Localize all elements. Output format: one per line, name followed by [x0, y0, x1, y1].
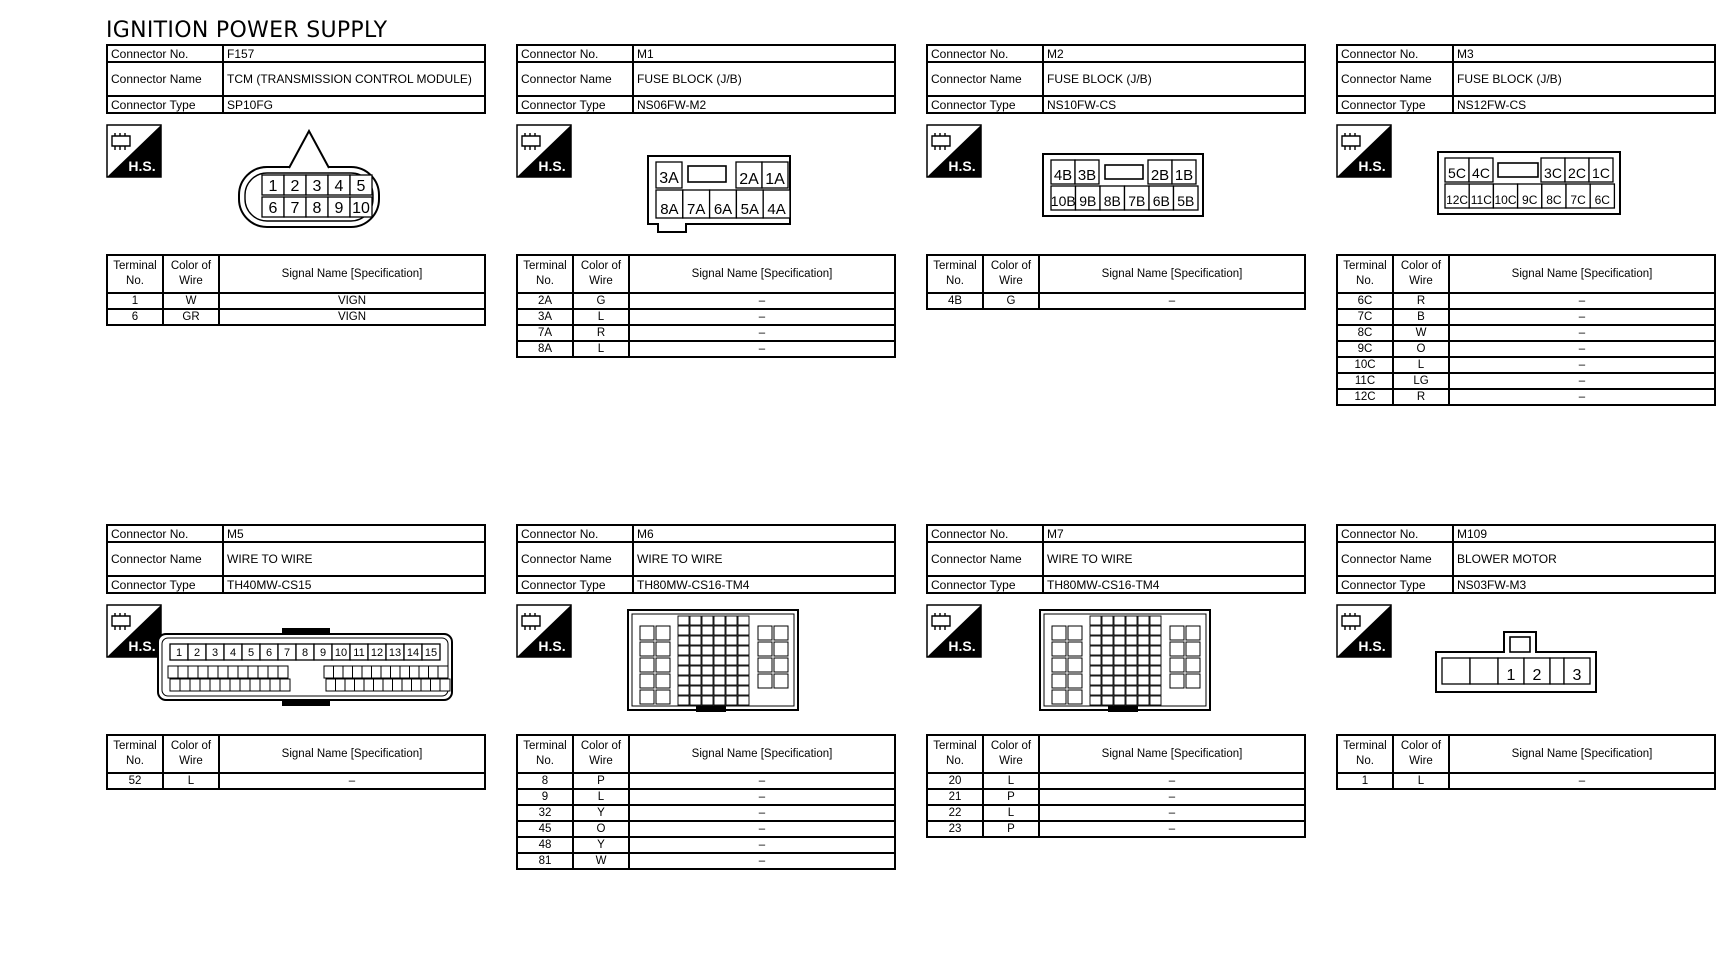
table-row	[1337, 389, 1715, 405]
connector-no-label: Connector No.	[1337, 525, 1453, 542]
table-row	[1337, 293, 1715, 309]
terminal-table	[516, 254, 896, 358]
connector-diagram-area	[106, 114, 486, 254]
connector-face-diagram	[1434, 628, 1604, 700]
table-row	[927, 773, 1305, 789]
terminal-no-header: Terminal No.	[927, 255, 983, 293]
hs-label: H.S.	[128, 158, 156, 174]
pin-label: 3A	[659, 170, 679, 187]
harness-side-icon	[1336, 604, 1392, 658]
signal-name-cell: –	[629, 837, 895, 853]
wire-color-cell: LG	[1393, 373, 1449, 389]
harness-side-icon	[106, 124, 162, 178]
hs-label: H.S.	[538, 158, 566, 174]
wire-color-cell: L	[983, 773, 1039, 789]
connector-name-label: Connector Name	[107, 542, 223, 576]
color-of-wire-header: Color of Wire	[573, 735, 629, 773]
wire-color-cell: P	[983, 821, 1039, 837]
table-row	[517, 293, 895, 309]
pin-label: 7A	[687, 201, 706, 218]
connector-name-label: Connector Name	[517, 542, 633, 576]
connector-info-table	[926, 524, 1306, 594]
pin-label: 4B	[1053, 167, 1073, 184]
table-row	[1337, 373, 1715, 389]
terminal-table	[926, 254, 1306, 310]
terminal-no-header: Terminal No.	[107, 255, 163, 293]
signal-name-cell: –	[1039, 773, 1305, 789]
signal-name-cell: –	[629, 773, 895, 789]
page-title: IGNITION POWER SUPPLY	[106, 18, 388, 43]
harness-side-icon	[1336, 124, 1392, 178]
connector-name-label: Connector Name	[107, 62, 223, 96]
connector-block	[516, 44, 896, 358]
terminal-table	[516, 734, 896, 870]
pin-label: 6	[268, 200, 278, 217]
pin-label: 12C	[1446, 193, 1469, 207]
wire-color-cell: G	[983, 293, 1039, 309]
connector-type-value: NS03FW-M3	[1453, 576, 1715, 593]
terminal-no-cell: 1	[107, 293, 163, 309]
pin-label: 6A	[713, 201, 733, 218]
table-row	[517, 837, 895, 853]
table-row	[517, 789, 895, 805]
terminal-no-cell: 10C	[1337, 357, 1393, 373]
harness-side-icon	[926, 604, 982, 658]
connector-name-label: Connector Name	[1337, 62, 1453, 96]
signal-name-cell: –	[1449, 325, 1715, 341]
connector-face-diagram	[231, 129, 391, 234]
hs-label: H.S.	[538, 638, 566, 654]
connector-info-table	[926, 44, 1306, 114]
connector-face-diagram	[1436, 150, 1626, 220]
connector-type-label: Connector Type	[107, 96, 223, 113]
connector-diagram-area	[926, 594, 1306, 734]
pin-label: 1	[175, 647, 183, 659]
connector-diagram-area	[926, 114, 1306, 254]
pin-label: 15	[424, 647, 438, 659]
signal-name-header: Signal Name [Specification]	[629, 255, 895, 293]
pin-label: 5A	[740, 201, 759, 218]
signal-name-cell: –	[629, 789, 895, 805]
connector-info-table	[106, 524, 486, 594]
terminal-no-cell: 1	[1337, 773, 1393, 789]
table-row	[517, 341, 895, 357]
hs-label: H.S.	[1358, 638, 1386, 654]
signal-name-cell: –	[1449, 309, 1715, 325]
connector-name-value: TCM (TRANSMISSION CONTROL MODULE)	[223, 62, 485, 96]
color-of-wire-header: Color of Wire	[163, 255, 219, 293]
wire-color-cell: L	[1393, 773, 1449, 789]
color-of-wire-header: Color of Wire	[163, 735, 219, 773]
wire-color-cell: L	[1393, 357, 1449, 373]
connector-type-label: Connector Type	[517, 96, 633, 113]
table-row	[107, 773, 485, 789]
connector-no-label: Connector No.	[927, 525, 1043, 542]
pin-label: 11C	[1470, 193, 1492, 207]
wire-color-cell: W	[573, 853, 629, 869]
signal-name-cell: –	[629, 821, 895, 837]
connector-no-label: Connector No.	[517, 525, 633, 542]
pin-label: 1B	[1174, 167, 1194, 184]
pin-label: 8C	[1546, 193, 1562, 207]
pin-label: 10B	[1050, 193, 1076, 209]
hs-label: H.S.	[948, 638, 976, 654]
terminal-no-cell: 81	[517, 853, 573, 869]
connector-name-value: WIRE TO WIRE	[1043, 542, 1305, 576]
connector-face-diagram	[156, 622, 456, 712]
signal-name-cell: –	[629, 853, 895, 869]
wire-color-cell: P	[983, 789, 1039, 805]
signal-name-cell: –	[629, 325, 895, 341]
pin-label: 3	[312, 178, 322, 195]
color-of-wire-header: Color of Wire	[1393, 735, 1449, 773]
connector-type-value: TH80MW-CS16-TM4	[1043, 576, 1305, 593]
connector-no-label: Connector No.	[1337, 45, 1453, 62]
pin-label: 8A	[660, 201, 679, 218]
table-row	[517, 325, 895, 341]
terminal-no-cell: 11C	[1337, 373, 1393, 389]
pin-label: 2	[193, 647, 201, 659]
table-row	[1337, 357, 1715, 373]
pin-label: 9	[319, 647, 327, 659]
connector-type-value: NS12FW-CS	[1453, 96, 1715, 113]
connector-face-diagram	[1038, 606, 1213, 716]
connector-diagram-area	[1336, 594, 1716, 734]
pin-label: 4A	[767, 201, 786, 218]
connector-info-table	[516, 524, 896, 594]
signal-name-cell: –	[1449, 357, 1715, 373]
pin-label: 8	[312, 200, 322, 217]
harness-side-icon	[516, 124, 572, 178]
connector-no-value: M2	[1043, 45, 1305, 62]
pin-label: 1	[1506, 667, 1516, 684]
wire-color-cell: R	[1393, 389, 1449, 405]
terminal-no-cell: 22	[927, 805, 983, 821]
signal-name-cell: –	[1039, 805, 1305, 821]
pin-label: 7	[283, 647, 291, 659]
table-row	[517, 821, 895, 837]
terminal-table	[1336, 734, 1716, 790]
terminal-no-header: Terminal No.	[927, 735, 983, 773]
pin-label: 2	[290, 178, 300, 195]
terminal-table	[926, 734, 1306, 838]
pin-label: 2	[1532, 667, 1542, 684]
pin-label: 7C	[1570, 193, 1586, 207]
terminal-no-cell: 3A	[517, 309, 573, 325]
pin-label: 10	[352, 200, 370, 217]
color-of-wire-header: Color of Wire	[1393, 255, 1449, 293]
pin-label: 11	[353, 647, 365, 659]
signal-name-cell: –	[1039, 789, 1305, 805]
connector-name-value: FUSE BLOCK (J/B)	[633, 62, 895, 96]
connector-no-value: M7	[1043, 525, 1305, 542]
table-row	[517, 805, 895, 821]
signal-name-cell: –	[1449, 373, 1715, 389]
connector-no-value: M5	[223, 525, 485, 542]
hs-label: H.S.	[948, 158, 976, 174]
pin-label: 8B	[1103, 193, 1121, 209]
wire-color-cell: GR	[163, 309, 219, 325]
color-of-wire-header: Color of Wire	[983, 735, 1039, 773]
table-row	[517, 309, 895, 325]
pin-label: 1A	[765, 171, 785, 188]
wire-color-cell: G	[573, 293, 629, 309]
terminal-no-cell: 48	[517, 837, 573, 853]
wire-color-cell: L	[163, 773, 219, 789]
terminal-no-cell: 8A	[517, 341, 573, 357]
pin-label: 5C	[1448, 165, 1466, 181]
connector-block	[106, 44, 486, 326]
table-row	[107, 293, 485, 309]
connector-type-value: NS10FW-CS	[1043, 96, 1305, 113]
pin-label: 12	[370, 647, 384, 659]
pin-label: 5	[356, 178, 366, 195]
table-row	[927, 821, 1305, 837]
wire-color-cell: B	[1393, 309, 1449, 325]
pin-label: 3	[1572, 667, 1582, 684]
connector-name-label: Connector Name	[1337, 542, 1453, 576]
connector-type-value: SP10FG	[223, 96, 485, 113]
terminal-no-cell: 9C	[1337, 341, 1393, 357]
connector-type-label: Connector Type	[1337, 576, 1453, 593]
pin-label: 9B	[1079, 193, 1097, 209]
connector-diagram-area	[106, 594, 486, 734]
wire-color-cell: W	[1393, 325, 1449, 341]
pin-label: 4C	[1472, 165, 1490, 181]
connector-type-value: NS06FW-M2	[633, 96, 895, 113]
signal-name-header: Signal Name [Specification]	[219, 255, 485, 293]
signal-name-header: Signal Name [Specification]	[219, 735, 485, 773]
connector-block	[1336, 44, 1716, 406]
hs-label: H.S.	[1358, 158, 1386, 174]
wire-color-cell: R	[1393, 293, 1449, 309]
signal-name-cell: –	[1039, 821, 1305, 837]
terminal-table	[106, 254, 486, 326]
table-row	[1337, 325, 1715, 341]
table-row	[517, 853, 895, 869]
signal-name-cell: –	[1449, 341, 1715, 357]
terminal-no-header: Terminal No.	[107, 735, 163, 773]
table-row	[107, 309, 485, 325]
connector-block	[926, 524, 1306, 838]
connector-name-value: WIRE TO WIRE	[633, 542, 895, 576]
wire-color-cell: W	[163, 293, 219, 309]
signal-name-cell: –	[629, 341, 895, 357]
terminal-no-cell: 9	[517, 789, 573, 805]
signal-name-header: Signal Name [Specification]	[629, 735, 895, 773]
pin-label: 10	[334, 647, 348, 659]
pin-label: 13	[388, 647, 402, 659]
connector-type-label: Connector Type	[927, 576, 1043, 593]
connector-face-diagram	[626, 606, 801, 716]
connector-face-diagram	[646, 154, 796, 234]
terminal-no-cell: 6C	[1337, 293, 1393, 309]
connector-info-table	[516, 44, 896, 114]
pin-label: 7	[290, 200, 300, 217]
terminal-no-cell: 52	[107, 773, 163, 789]
signal-name-cell: VIGN	[219, 309, 485, 325]
color-of-wire-header: Color of Wire	[983, 255, 1039, 293]
connector-no-value: M6	[633, 525, 895, 542]
connector-info-table	[106, 44, 486, 114]
connector-block	[1336, 524, 1716, 790]
pin-label: 3	[211, 647, 219, 659]
pin-label: 3C	[1544, 165, 1562, 181]
terminal-no-cell: 23	[927, 821, 983, 837]
harness-side-icon	[516, 604, 572, 658]
pin-label: 5B	[1177, 193, 1195, 209]
wire-color-cell: R	[573, 325, 629, 341]
wire-color-cell: L	[573, 789, 629, 805]
signal-name-header: Signal Name [Specification]	[1449, 735, 1715, 773]
signal-name-cell: –	[1449, 389, 1715, 405]
pin-label: 9C	[1522, 193, 1538, 207]
terminal-no-cell: 2A	[517, 293, 573, 309]
pin-label: 2C	[1568, 165, 1586, 181]
signal-name-cell: –	[629, 805, 895, 821]
pin-label: 4	[334, 178, 344, 195]
signal-name-header: Signal Name [Specification]	[1039, 255, 1305, 293]
pin-label: 10C	[1494, 193, 1517, 207]
connector-no-label: Connector No.	[927, 45, 1043, 62]
pin-label: 4	[229, 647, 237, 659]
table-row	[927, 293, 1305, 309]
signal-name-cell: –	[629, 309, 895, 325]
terminal-no-cell: 45	[517, 821, 573, 837]
pin-label: 6C	[1594, 193, 1610, 207]
pin-label: 7B	[1128, 193, 1146, 209]
connector-no-label: Connector No.	[517, 45, 633, 62]
pin-label: 9	[334, 200, 344, 217]
color-of-wire-header: Color of Wire	[573, 255, 629, 293]
pin-label: 1	[268, 178, 278, 195]
table-row	[927, 805, 1305, 821]
terminal-no-cell: 6	[107, 309, 163, 325]
wire-color-cell: O	[573, 821, 629, 837]
terminal-no-cell: 20	[927, 773, 983, 789]
terminal-no-cell: 4B	[927, 293, 983, 309]
terminal-no-header: Terminal No.	[1337, 735, 1393, 773]
connector-no-label: Connector No.	[107, 525, 223, 542]
connector-no-label: Connector No.	[107, 45, 223, 62]
hs-label: H.S.	[128, 638, 156, 654]
terminal-no-cell: 8	[517, 773, 573, 789]
connector-type-label: Connector Type	[927, 96, 1043, 113]
signal-name-cell: VIGN	[219, 293, 485, 309]
table-row	[1337, 773, 1715, 789]
wire-color-cell: L	[573, 341, 629, 357]
wire-color-cell: L	[573, 309, 629, 325]
pin-label: 3B	[1077, 167, 1097, 184]
terminal-no-cell: 8C	[1337, 325, 1393, 341]
terminal-no-cell: 12C	[1337, 389, 1393, 405]
table-row	[1337, 309, 1715, 325]
table-row	[1337, 341, 1715, 357]
connector-info-table	[1336, 524, 1716, 594]
terminal-no-header: Terminal No.	[517, 255, 573, 293]
wire-color-cell: L	[983, 805, 1039, 821]
table-row	[927, 789, 1305, 805]
pin-label: 6	[265, 647, 273, 659]
signal-name-cell: –	[1449, 773, 1715, 789]
connector-type-value: TH80MW-CS16-TM4	[633, 576, 895, 593]
terminal-no-cell: 21	[927, 789, 983, 805]
pin-label: 1C	[1592, 165, 1610, 181]
signal-name-header: Signal Name [Specification]	[1039, 735, 1305, 773]
connector-diagram-area	[1336, 114, 1716, 254]
terminal-table	[1336, 254, 1716, 406]
terminal-no-cell: 7A	[517, 325, 573, 341]
table-row	[517, 773, 895, 789]
pin-label: 8	[301, 647, 309, 659]
connector-type-label: Connector Type	[107, 576, 223, 593]
wire-color-cell: Y	[573, 837, 629, 853]
connector-name-value: BLOWER MOTOR	[1453, 542, 1715, 576]
connector-no-value: F157	[223, 45, 485, 62]
pin-label: 14	[406, 647, 420, 659]
terminal-table	[106, 734, 486, 790]
signal-name-cell: –	[219, 773, 485, 789]
harness-side-icon	[926, 124, 982, 178]
signal-name-cell: –	[1449, 293, 1715, 309]
connector-diagram-area	[516, 594, 896, 734]
signal-name-cell: –	[1039, 293, 1305, 309]
harness-side-icon	[106, 604, 162, 658]
connector-type-label: Connector Type	[1337, 96, 1453, 113]
terminal-no-header: Terminal No.	[1337, 255, 1393, 293]
signal-name-cell: –	[629, 293, 895, 309]
connector-no-value: M1	[633, 45, 895, 62]
pin-label: 5	[247, 647, 255, 659]
connector-block	[926, 44, 1306, 310]
signal-name-header: Signal Name [Specification]	[1449, 255, 1715, 293]
connector-name-label: Connector Name	[927, 542, 1043, 576]
connector-name-label: Connector Name	[927, 62, 1043, 96]
terminal-no-cell: 32	[517, 805, 573, 821]
terminal-no-header: Terminal No.	[517, 735, 573, 773]
pin-label: 6B	[1152, 193, 1170, 209]
connector-no-value: M3	[1453, 45, 1715, 62]
wire-color-cell: P	[573, 773, 629, 789]
connector-name-value: FUSE BLOCK (J/B)	[1043, 62, 1305, 96]
terminal-no-cell: 7C	[1337, 309, 1393, 325]
pin-label: 2A	[739, 171, 759, 188]
connector-no-value: M109	[1453, 525, 1715, 542]
wire-color-cell: Y	[573, 805, 629, 821]
connector-type-value: TH40MW-CS15	[223, 576, 485, 593]
connector-face-diagram	[1041, 152, 1211, 222]
connector-diagram-area	[516, 114, 896, 254]
pin-label: 2B	[1150, 167, 1170, 184]
connector-type-label: Connector Type	[517, 576, 633, 593]
connector-name-value: WIRE TO WIRE	[223, 542, 485, 576]
connector-block	[516, 524, 896, 870]
wire-color-cell: O	[1393, 341, 1449, 357]
connector-name-label: Connector Name	[517, 62, 633, 96]
connector-block	[106, 524, 486, 790]
connector-info-table	[1336, 44, 1716, 114]
connector-name-value: FUSE BLOCK (J/B)	[1453, 62, 1715, 96]
